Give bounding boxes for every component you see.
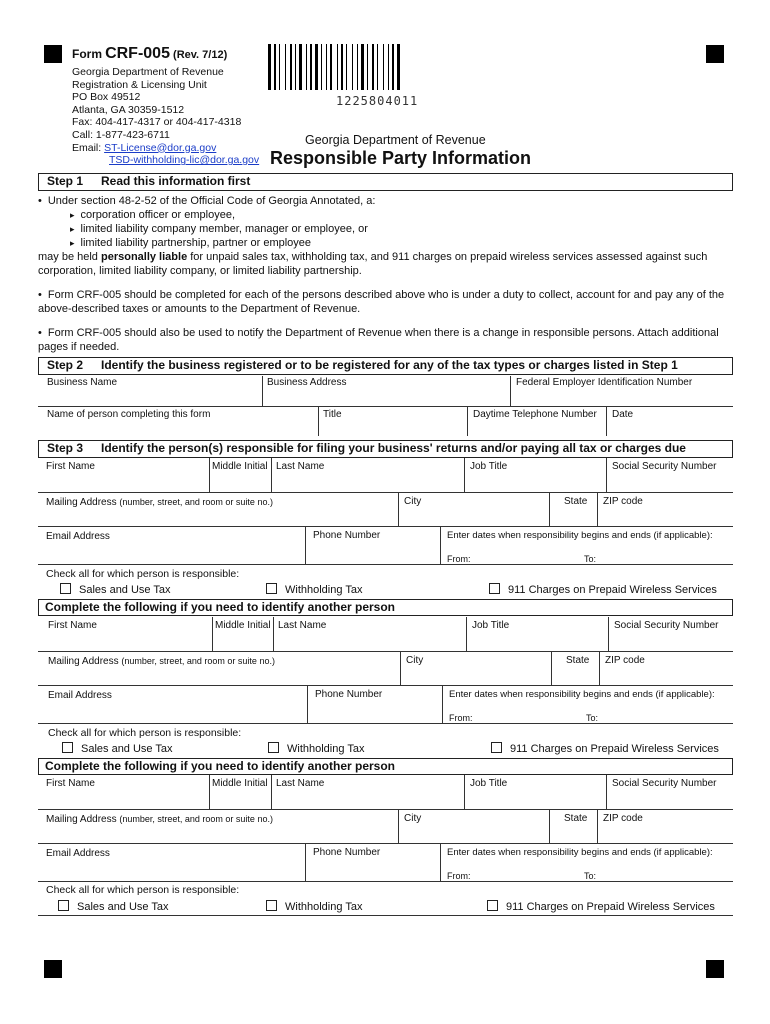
wireless-checkbox-3[interactable] — [487, 900, 498, 911]
barcode-bar — [306, 44, 307, 90]
email-link-tsd-withholding[interactable]: TSD-withholding-lic@dor.ga.gov — [109, 154, 260, 167]
barcode-bar — [341, 44, 343, 90]
wireless-checkbox-1[interactable] — [489, 583, 500, 594]
barcode-bar — [337, 44, 338, 90]
barcode-bar — [310, 44, 312, 90]
withholding-checkbox-1[interactable] — [266, 583, 277, 594]
withholding-checkbox-3[interactable] — [266, 900, 277, 911]
sales-tax-checkbox-2[interactable] — [62, 742, 73, 753]
registration-mark-bottom-left — [44, 960, 62, 978]
registration-mark-top-right — [706, 45, 724, 63]
step3-header: Step 3 Identify the person(s) responsible for filing your business' returns and/or paying all tax or charges due — [38, 440, 733, 458]
page-title: Responsible Party Information — [270, 148, 532, 168]
barcode-bar — [268, 44, 271, 90]
barcode-bar — [315, 44, 318, 90]
barcode-bar — [388, 44, 389, 90]
agency-address: Georgia Department of Revenue Registration & Licensing Unit PO Box 49512 Atlanta, GA 30359-1512 Fax: 404-417-4317 or 404-417-4318 Call: 1-877-423-6711 Email: ST-License@dor.ga.gov TSD-withholding-lic@dor.ga.gov — [72, 66, 260, 167]
department-name: Georgia Department of Revenue — [305, 133, 486, 147]
daytime-phone-label: Daytime Telephone Number — [473, 409, 597, 420]
barcode — [268, 44, 448, 92]
barcode-bar — [326, 44, 327, 90]
completer-name-label: Name of person completing this form — [47, 409, 211, 420]
barcode-bar — [321, 44, 322, 90]
step1-body: • Under section 48-2-52 of the Official Code of Georgia Annotated, a: ▸ corporation officer or employee, ▸ limited liability company member, manager or employee, or ▸ limited liability partnership, partner or employee may be held personally liable for unpaid sales tax, withholding tax, and 911 charges on prepaid wireless services assessed against such corporation, limited liability company, or limited liability partnership. • Form CRF-005 should be completed for each of the persons described above who is under a duty to collect, account for and pay any of the above-described taxes or amounts to the Department of Revenue. • Form CRF-005 should also be used to notify the Department of Revenue when there is a change in responsible persons. Attach additional pages if needed. — [38, 194, 738, 354]
barcode-bar — [392, 44, 394, 90]
registration-mark-bottom-right — [706, 960, 724, 978]
barcode-bar — [279, 44, 280, 90]
barcode-bar — [361, 44, 364, 90]
form-id: Form CRF-005 (Rev. 7/12) — [72, 45, 228, 62]
email-link-st-license[interactable]: ST-License@dor.ga.gov — [104, 141, 217, 154]
barcode-bar — [299, 44, 302, 90]
barcode-bar — [274, 44, 276, 90]
barcode-bar — [377, 44, 378, 90]
another-person-header-2: Complete the following if you need to identify another person — [38, 758, 733, 775]
registration-mark-top-left — [44, 45, 62, 63]
fein-label: Federal Employer Identification Number — [516, 377, 693, 388]
barcode-bar — [372, 44, 374, 90]
barcode-bar — [285, 44, 286, 90]
barcode-bar — [352, 44, 353, 90]
barcode-bar — [295, 44, 296, 90]
step2-header: Step 2 Identify the business registered or to be registered for any of the tax types or charges listed in Step 1 — [38, 357, 733, 375]
business-address-label: Business Address — [267, 377, 347, 388]
barcode-bar — [346, 44, 347, 90]
step1-header: Step 1 Read this information first — [38, 173, 733, 191]
withholding-checkbox-2[interactable] — [268, 742, 279, 753]
barcode-bar — [290, 44, 292, 90]
date-label: Date — [612, 409, 634, 420]
title-label: Title — [323, 409, 342, 420]
barcode-bar — [367, 44, 368, 90]
sales-tax-checkbox-1[interactable] — [60, 583, 71, 594]
wireless-checkbox-2[interactable] — [491, 742, 502, 753]
barcode-number: 1225804011 — [336, 94, 419, 108]
business-name-label: Business Name — [47, 377, 118, 388]
barcode-bar — [330, 44, 332, 90]
sales-tax-checkbox-3[interactable] — [58, 900, 69, 911]
barcode-bar — [357, 44, 358, 90]
barcode-bar — [383, 44, 384, 90]
another-person-header-1: Complete the following if you need to identify another person — [38, 599, 733, 616]
barcode-bar — [397, 44, 400, 90]
